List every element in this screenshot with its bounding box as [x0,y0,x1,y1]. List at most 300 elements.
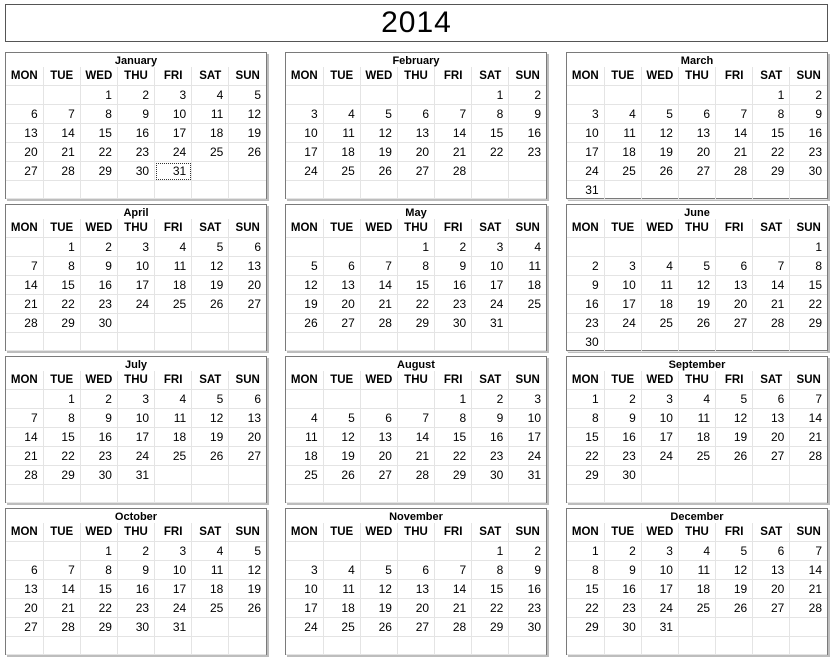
day-cell[interactable]: 17 [472,276,509,295]
day-cell[interactable]: 30 [117,618,154,637]
day-cell[interactable]: 6 [229,390,266,409]
day-cell[interactable]: 23 [472,447,509,466]
day-cell[interactable]: 21 [716,143,753,162]
day-cell[interactable]: 24 [567,162,604,181]
day-cell[interactable]: 28 [790,599,827,618]
day-cell[interactable]: 6 [323,257,360,276]
day-cell[interactable]: 9 [509,105,546,124]
day-cell[interactable]: 18 [286,447,323,466]
day-cell[interactable]: 6 [678,105,715,124]
day-cell[interactable]: 23 [509,143,546,162]
day-cell[interactable]: 24 [604,314,641,333]
day-cell[interactable]: 26 [678,314,715,333]
day-cell[interactable]: 24 [472,295,509,314]
day-cell[interactable]: 12 [716,409,753,428]
day-cell[interactable]: 27 [323,314,360,333]
day-cell[interactable]: 27 [229,295,266,314]
day-cell[interactable]: 18 [641,295,678,314]
day-cell[interactable]: 1 [790,238,827,257]
day-cell[interactable]: 19 [192,276,229,295]
day-cell[interactable]: 16 [604,580,641,599]
day-cell[interactable]: 3 [509,390,546,409]
day-cell[interactable]: 17 [641,428,678,447]
day-cell[interactable]: 2 [80,390,117,409]
day-cell[interactable]: 20 [229,428,266,447]
day-cell[interactable]: 19 [678,295,715,314]
day-cell[interactable]: 8 [435,409,472,428]
day-cell[interactable]: 1 [567,542,604,561]
day-cell[interactable]: 13 [229,409,266,428]
day-cell[interactable]: 14 [790,409,827,428]
day-cell[interactable]: 14 [43,124,80,143]
day-cell[interactable]: 10 [641,561,678,580]
day-cell[interactable]: 23 [567,314,604,333]
day-cell[interactable]: 1 [567,390,604,409]
day-cell[interactable]: 19 [323,447,360,466]
day-cell[interactable]: 15 [472,580,509,599]
day-cell[interactable]: 23 [117,143,154,162]
day-cell[interactable]: 7 [43,105,80,124]
day-cell[interactable]: 14 [790,561,827,580]
day-cell[interactable]: 15 [43,428,80,447]
day-cell[interactable]: 9 [117,105,154,124]
day-cell[interactable]: 1 [43,238,80,257]
day-cell[interactable]: 13 [360,428,397,447]
day-cell[interactable]: 25 [192,143,229,162]
day-cell[interactable]: 4 [155,238,192,257]
day-cell[interactable]: 30 [604,618,641,637]
day-cell[interactable]: 9 [435,257,472,276]
day-cell[interactable]: 14 [753,276,790,295]
day-cell[interactable]: 18 [323,143,360,162]
day-cell[interactable]: 24 [641,447,678,466]
day-cell[interactable]: 26 [716,599,753,618]
day-cell[interactable]: 7 [716,105,753,124]
day-cell-selected[interactable]: 31 [155,162,192,181]
day-cell[interactable]: 20 [360,447,397,466]
day-cell[interactable]: 21 [6,447,43,466]
day-cell[interactable]: 18 [604,143,641,162]
day-cell[interactable]: 5 [229,542,266,561]
day-cell[interactable]: 4 [323,105,360,124]
day-cell[interactable]: 22 [80,143,117,162]
day-cell[interactable]: 20 [323,295,360,314]
day-cell[interactable]: 18 [678,580,715,599]
day-cell[interactable]: 3 [472,238,509,257]
day-cell[interactable]: 11 [192,561,229,580]
day-cell[interactable]: 30 [472,466,509,485]
day-cell[interactable]: 2 [509,86,546,105]
day-cell[interactable]: 22 [567,447,604,466]
day-cell[interactable]: 12 [229,561,266,580]
day-cell[interactable]: 4 [604,105,641,124]
day-cell[interactable]: 13 [323,276,360,295]
day-cell[interactable]: 29 [397,314,434,333]
day-cell[interactable]: 7 [435,561,472,580]
day-cell[interactable]: 10 [117,409,154,428]
day-cell[interactable]: 1 [397,238,434,257]
day-cell[interactable]: 25 [678,447,715,466]
day-cell[interactable]: 16 [80,428,117,447]
day-cell[interactable]: 21 [43,599,80,618]
day-cell[interactable]: 26 [716,447,753,466]
day-cell[interactable]: 2 [117,86,154,105]
day-cell[interactable]: 8 [43,409,80,428]
day-cell[interactable]: 3 [117,238,154,257]
day-cell[interactable]: 26 [360,162,397,181]
day-cell[interactable]: 2 [567,257,604,276]
day-cell[interactable]: 17 [604,295,641,314]
day-cell[interactable]: 5 [286,257,323,276]
day-cell[interactable]: 25 [155,447,192,466]
day-cell[interactable]: 24 [117,447,154,466]
day-cell[interactable]: 19 [229,124,266,143]
day-cell[interactable]: 18 [678,428,715,447]
day-cell[interactable]: 23 [509,599,546,618]
day-cell[interactable]: 9 [509,561,546,580]
day-cell[interactable]: 3 [567,105,604,124]
day-cell[interactable]: 9 [604,409,641,428]
day-cell[interactable]: 6 [360,409,397,428]
day-cell[interactable]: 17 [155,580,192,599]
day-cell[interactable]: 2 [509,542,546,561]
day-cell[interactable]: 22 [472,599,509,618]
day-cell[interactable]: 4 [286,409,323,428]
day-cell[interactable]: 10 [567,124,604,143]
day-cell[interactable]: 12 [286,276,323,295]
day-cell[interactable]: 26 [286,314,323,333]
day-cell[interactable]: 12 [716,561,753,580]
day-cell[interactable]: 11 [678,409,715,428]
day-cell[interactable]: 3 [641,390,678,409]
day-cell[interactable]: 17 [286,143,323,162]
day-cell[interactable]: 19 [360,143,397,162]
day-cell[interactable]: 16 [604,428,641,447]
day-cell[interactable]: 7 [435,105,472,124]
day-cell[interactable]: 5 [716,390,753,409]
day-cell[interactable]: 26 [323,466,360,485]
day-cell[interactable]: 4 [192,86,229,105]
day-cell[interactable]: 28 [43,162,80,181]
day-cell[interactable]: 9 [790,105,827,124]
day-cell[interactable]: 30 [435,314,472,333]
day-cell[interactable]: 27 [678,162,715,181]
day-cell[interactable]: 5 [360,105,397,124]
day-cell[interactable]: 15 [80,124,117,143]
day-cell[interactable]: 11 [323,580,360,599]
day-cell[interactable]: 11 [286,428,323,447]
day-cell[interactable]: 31 [567,181,604,200]
day-cell[interactable]: 9 [604,561,641,580]
day-cell[interactable]: 15 [790,276,827,295]
day-cell[interactable]: 4 [678,542,715,561]
day-cell[interactable]: 22 [435,447,472,466]
day-cell[interactable]: 5 [678,257,715,276]
day-cell[interactable]: 23 [790,143,827,162]
day-cell[interactable]: 11 [604,124,641,143]
day-cell[interactable]: 30 [80,466,117,485]
day-cell[interactable]: 13 [678,124,715,143]
day-cell[interactable]: 7 [6,257,43,276]
day-cell[interactable]: 10 [117,257,154,276]
day-cell[interactable]: 12 [192,257,229,276]
day-cell[interactable]: 14 [435,580,472,599]
day-cell[interactable]: 26 [360,618,397,637]
day-cell[interactable]: 4 [641,257,678,276]
day-cell[interactable]: 13 [6,124,43,143]
day-cell[interactable]: 23 [435,295,472,314]
day-cell[interactable]: 1 [80,86,117,105]
day-cell[interactable]: 4 [509,238,546,257]
day-cell[interactable]: 5 [229,86,266,105]
day-cell[interactable]: 22 [790,295,827,314]
day-cell[interactable]: 10 [155,105,192,124]
day-cell[interactable]: 23 [80,447,117,466]
day-cell[interactable]: 27 [6,618,43,637]
day-cell[interactable]: 20 [716,295,753,314]
day-cell[interactable]: 7 [360,257,397,276]
day-cell[interactable]: 30 [567,333,604,352]
day-cell[interactable]: 29 [80,162,117,181]
day-cell[interactable]: 11 [155,409,192,428]
day-cell[interactable]: 1 [753,86,790,105]
day-cell[interactable]: 21 [397,447,434,466]
day-cell[interactable]: 9 [567,276,604,295]
day-cell[interactable]: 5 [641,105,678,124]
day-cell[interactable]: 12 [641,124,678,143]
day-cell[interactable]: 22 [397,295,434,314]
day-cell[interactable]: 30 [80,314,117,333]
day-cell[interactable]: 27 [753,447,790,466]
day-cell[interactable]: 28 [435,618,472,637]
day-cell[interactable]: 8 [80,105,117,124]
day-cell[interactable]: 30 [117,162,154,181]
day-cell[interactable]: 27 [229,447,266,466]
day-cell[interactable]: 27 [753,599,790,618]
day-cell[interactable]: 24 [155,599,192,618]
day-cell[interactable]: 10 [286,580,323,599]
day-cell[interactable]: 10 [604,276,641,295]
day-cell[interactable]: 13 [397,124,434,143]
day-cell[interactable]: 13 [6,580,43,599]
day-cell[interactable]: 29 [790,314,827,333]
day-cell[interactable]: 3 [155,86,192,105]
day-cell[interactable]: 16 [117,580,154,599]
day-cell[interactable]: 16 [80,276,117,295]
day-cell[interactable]: 27 [716,314,753,333]
day-cell[interactable]: 21 [753,295,790,314]
day-cell[interactable]: 2 [604,390,641,409]
day-cell[interactable]: 5 [192,390,229,409]
day-cell[interactable]: 28 [397,466,434,485]
day-cell[interactable]: 21 [790,428,827,447]
day-cell[interactable]: 21 [6,295,43,314]
day-cell[interactable]: 6 [6,561,43,580]
day-cell[interactable]: 12 [192,409,229,428]
day-cell[interactable]: 2 [604,542,641,561]
day-cell[interactable]: 30 [509,618,546,637]
day-cell[interactable]: 3 [641,542,678,561]
day-cell[interactable]: 2 [117,542,154,561]
day-cell[interactable]: 8 [790,257,827,276]
day-cell[interactable]: 7 [397,409,434,428]
day-cell[interactable]: 30 [790,162,827,181]
day-cell[interactable]: 26 [192,447,229,466]
day-cell[interactable]: 7 [753,257,790,276]
day-cell[interactable]: 19 [229,580,266,599]
day-cell[interactable]: 22 [567,599,604,618]
day-cell[interactable]: 4 [323,561,360,580]
day-cell[interactable]: 17 [155,124,192,143]
day-cell[interactable]: 5 [323,409,360,428]
day-cell[interactable]: 31 [155,618,192,637]
day-cell[interactable]: 18 [192,580,229,599]
day-cell[interactable]: 28 [753,314,790,333]
day-cell[interactable]: 24 [641,599,678,618]
day-cell[interactable]: 1 [472,86,509,105]
day-cell[interactable]: 19 [286,295,323,314]
day-cell[interactable]: 11 [192,105,229,124]
day-cell[interactable]: 25 [323,618,360,637]
day-cell[interactable]: 6 [397,105,434,124]
day-cell[interactable]: 14 [435,124,472,143]
day-cell[interactable]: 19 [360,599,397,618]
day-cell[interactable]: 10 [286,124,323,143]
day-cell[interactable]: 17 [641,580,678,599]
day-cell[interactable]: 7 [43,561,80,580]
day-cell[interactable]: 20 [753,580,790,599]
day-cell[interactable]: 29 [567,618,604,637]
day-cell[interactable]: 9 [80,409,117,428]
day-cell[interactable]: 14 [43,580,80,599]
day-cell[interactable]: 28 [6,314,43,333]
day-cell[interactable]: 23 [604,447,641,466]
day-cell[interactable]: 16 [567,295,604,314]
day-cell[interactable]: 26 [192,295,229,314]
day-cell[interactable]: 15 [397,276,434,295]
day-cell[interactable]: 16 [472,428,509,447]
day-cell[interactable]: 5 [192,238,229,257]
day-cell[interactable]: 18 [323,599,360,618]
day-cell[interactable]: 8 [80,561,117,580]
day-cell[interactable]: 12 [323,428,360,447]
day-cell[interactable]: 16 [790,124,827,143]
day-cell[interactable]: 22 [80,599,117,618]
day-cell[interactable]: 17 [567,143,604,162]
day-cell[interactable]: 20 [678,143,715,162]
day-cell[interactable]: 3 [604,257,641,276]
day-cell[interactable]: 20 [397,599,434,618]
day-cell[interactable]: 9 [472,409,509,428]
day-cell[interactable]: 4 [192,542,229,561]
day-cell[interactable]: 12 [678,276,715,295]
day-cell[interactable]: 11 [678,561,715,580]
day-cell[interactable]: 29 [43,314,80,333]
day-cell[interactable]: 15 [567,580,604,599]
day-cell[interactable]: 29 [567,466,604,485]
day-cell[interactable]: 13 [397,580,434,599]
day-cell[interactable]: 28 [360,314,397,333]
day-cell[interactable]: 17 [117,276,154,295]
day-cell[interactable]: 17 [286,599,323,618]
day-cell[interactable]: 8 [472,561,509,580]
day-cell[interactable]: 22 [753,143,790,162]
day-cell[interactable]: 8 [397,257,434,276]
day-cell[interactable]: 19 [192,428,229,447]
day-cell[interactable]: 29 [472,618,509,637]
day-cell[interactable]: 5 [360,561,397,580]
day-cell[interactable]: 15 [43,276,80,295]
day-cell[interactable]: 3 [286,561,323,580]
day-cell[interactable]: 17 [509,428,546,447]
day-cell[interactable]: 24 [286,162,323,181]
day-cell[interactable]: 13 [229,257,266,276]
day-cell[interactable]: 27 [397,618,434,637]
day-cell[interactable]: 6 [229,238,266,257]
day-cell[interactable]: 29 [43,466,80,485]
day-cell[interactable]: 3 [286,105,323,124]
day-cell[interactable]: 8 [472,105,509,124]
day-cell[interactable]: 1 [80,542,117,561]
day-cell[interactable]: 31 [509,466,546,485]
day-cell[interactable]: 28 [6,466,43,485]
day-cell[interactable]: 28 [790,447,827,466]
day-cell[interactable]: 24 [117,295,154,314]
day-cell[interactable]: 2 [790,86,827,105]
day-cell[interactable]: 8 [567,561,604,580]
day-cell[interactable]: 4 [155,390,192,409]
day-cell[interactable]: 25 [509,295,546,314]
day-cell[interactable]: 24 [155,143,192,162]
day-cell[interactable]: 6 [397,561,434,580]
day-cell[interactable]: 19 [716,428,753,447]
day-cell[interactable]: 7 [790,542,827,561]
day-cell[interactable]: 20 [397,143,434,162]
day-cell[interactable]: 15 [435,428,472,447]
day-cell[interactable]: 6 [716,257,753,276]
day-cell[interactable]: 27 [6,162,43,181]
day-cell[interactable]: 11 [323,124,360,143]
day-cell[interactable]: 23 [80,295,117,314]
day-cell[interactable]: 31 [472,314,509,333]
day-cell[interactable]: 19 [641,143,678,162]
day-cell[interactable]: 27 [397,162,434,181]
day-cell[interactable]: 22 [43,447,80,466]
day-cell[interactable]: 7 [790,390,827,409]
day-cell[interactable]: 11 [155,257,192,276]
day-cell[interactable]: 9 [117,561,154,580]
day-cell[interactable]: 25 [323,162,360,181]
day-cell[interactable]: 7 [6,409,43,428]
day-cell[interactable]: 11 [509,257,546,276]
day-cell[interactable]: 10 [641,409,678,428]
day-cell[interactable]: 21 [43,143,80,162]
day-cell[interactable]: 18 [192,124,229,143]
day-cell[interactable]: 14 [397,428,434,447]
day-cell[interactable]: 25 [604,162,641,181]
day-cell[interactable]: 16 [509,580,546,599]
day-cell[interactable]: 21 [435,143,472,162]
day-cell[interactable]: 28 [716,162,753,181]
day-cell[interactable]: 2 [472,390,509,409]
day-cell[interactable]: 13 [753,409,790,428]
day-cell[interactable]: 15 [567,428,604,447]
day-cell[interactable]: 25 [678,599,715,618]
day-cell[interactable]: 25 [641,314,678,333]
day-cell[interactable]: 6 [753,390,790,409]
day-cell[interactable]: 3 [117,390,154,409]
day-cell[interactable]: 20 [6,143,43,162]
